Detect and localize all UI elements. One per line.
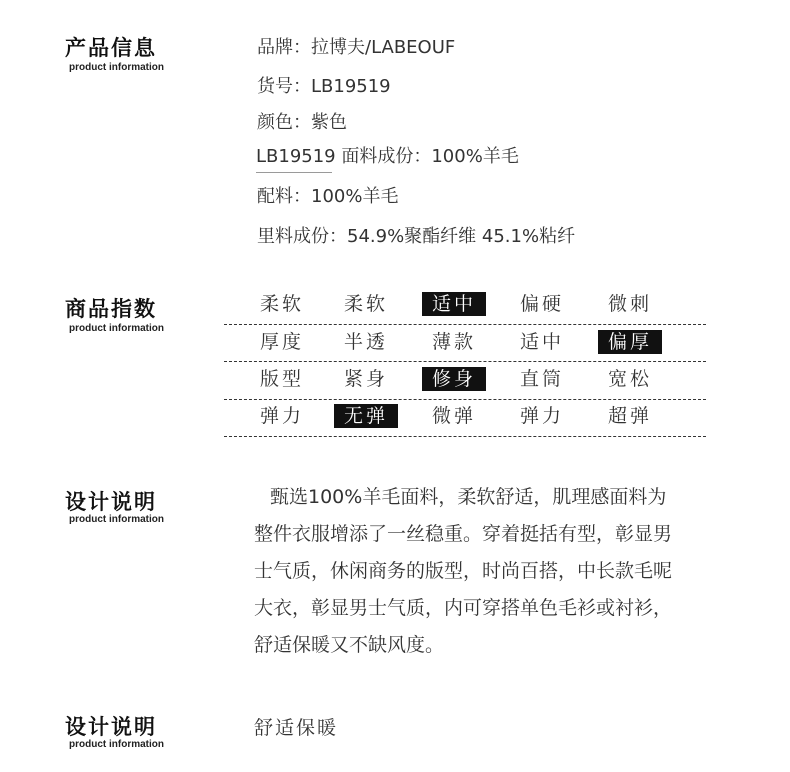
index-row [224, 292, 706, 320]
desc-line: 甄选100%羊毛面料，柔软舒适，肌理感面料为 [270, 486, 667, 508]
info-lining: 里料成份：54.9%聚酯纤维 45.1%粘纤 [257, 226, 576, 247]
index-cell: 紧身 [343, 368, 388, 390]
design-description [254, 479, 724, 664]
design-note: 舒适保暖 [254, 717, 339, 739]
index-row [224, 330, 706, 358]
index-cell-selected: 偏厚 [598, 330, 662, 354]
section-subtitle-product-index: product information [69, 323, 164, 334]
info-fabric: LB19519 面料成份：100%羊毛 [256, 146, 519, 167]
desc-line: 整件衣服增添了一丝稳重。穿着挺括有型，彰显男 [254, 523, 673, 545]
section-subtitle-product-info: product information [69, 62, 164, 73]
info-sku: 货号：LB19519 [257, 76, 391, 97]
index-cell: 适中 [519, 331, 564, 353]
desc-line: 舒适保暖又不缺风度。 [254, 634, 445, 656]
info-accessory: 配料：100%羊毛 [257, 186, 399, 207]
index-cell: 薄款 [431, 331, 476, 353]
dashed-divider [224, 361, 706, 362]
index-cell: 弹力 [519, 405, 564, 427]
index-cell-selected: 适中 [422, 292, 486, 316]
index-cell: 版型 [259, 368, 304, 390]
info-color: 颜色：紫色 [257, 112, 347, 133]
dashed-divider [224, 324, 706, 325]
index-cell: 宽松 [607, 368, 652, 390]
section-title-product-info: 产品信息 [65, 36, 157, 60]
desc-line: 士气质，休闲商务的版型，时尚百搭，中长款毛呢 [254, 560, 673, 582]
index-cell: 弹力 [259, 405, 304, 427]
section-subtitle-design-2: product information [69, 739, 164, 750]
divider [256, 172, 332, 173]
index-cell-selected: 修身 [422, 367, 486, 391]
section-title-design-2: 设计说明 [65, 715, 157, 739]
index-cell: 厚度 [259, 331, 304, 353]
index-cell-selected: 无弹 [334, 404, 398, 428]
desc-line: 大衣，彰显男士气质，内可穿搭单色毛衫或衬衫， [254, 597, 673, 619]
index-cell: 微弹 [431, 405, 476, 427]
index-cell: 柔软 [343, 293, 388, 315]
index-row [224, 367, 706, 395]
index-cell: 直筒 [519, 368, 564, 390]
index-row [224, 404, 706, 432]
section-subtitle-design: product information [69, 514, 164, 525]
info-brand: 品牌：拉博夫/LABEOUF [257, 37, 456, 58]
section-title-product-index: 商品指数 [65, 297, 157, 321]
section-title-design: 设计说明 [65, 490, 157, 514]
index-cell: 偏硬 [519, 293, 564, 315]
index-cell: 超弹 [607, 405, 652, 427]
index-cell: 半透 [343, 331, 388, 353]
index-cell: 微刺 [607, 293, 652, 315]
dashed-divider [224, 436, 706, 437]
dashed-divider [224, 399, 706, 400]
index-cell: 柔软 [259, 293, 304, 315]
